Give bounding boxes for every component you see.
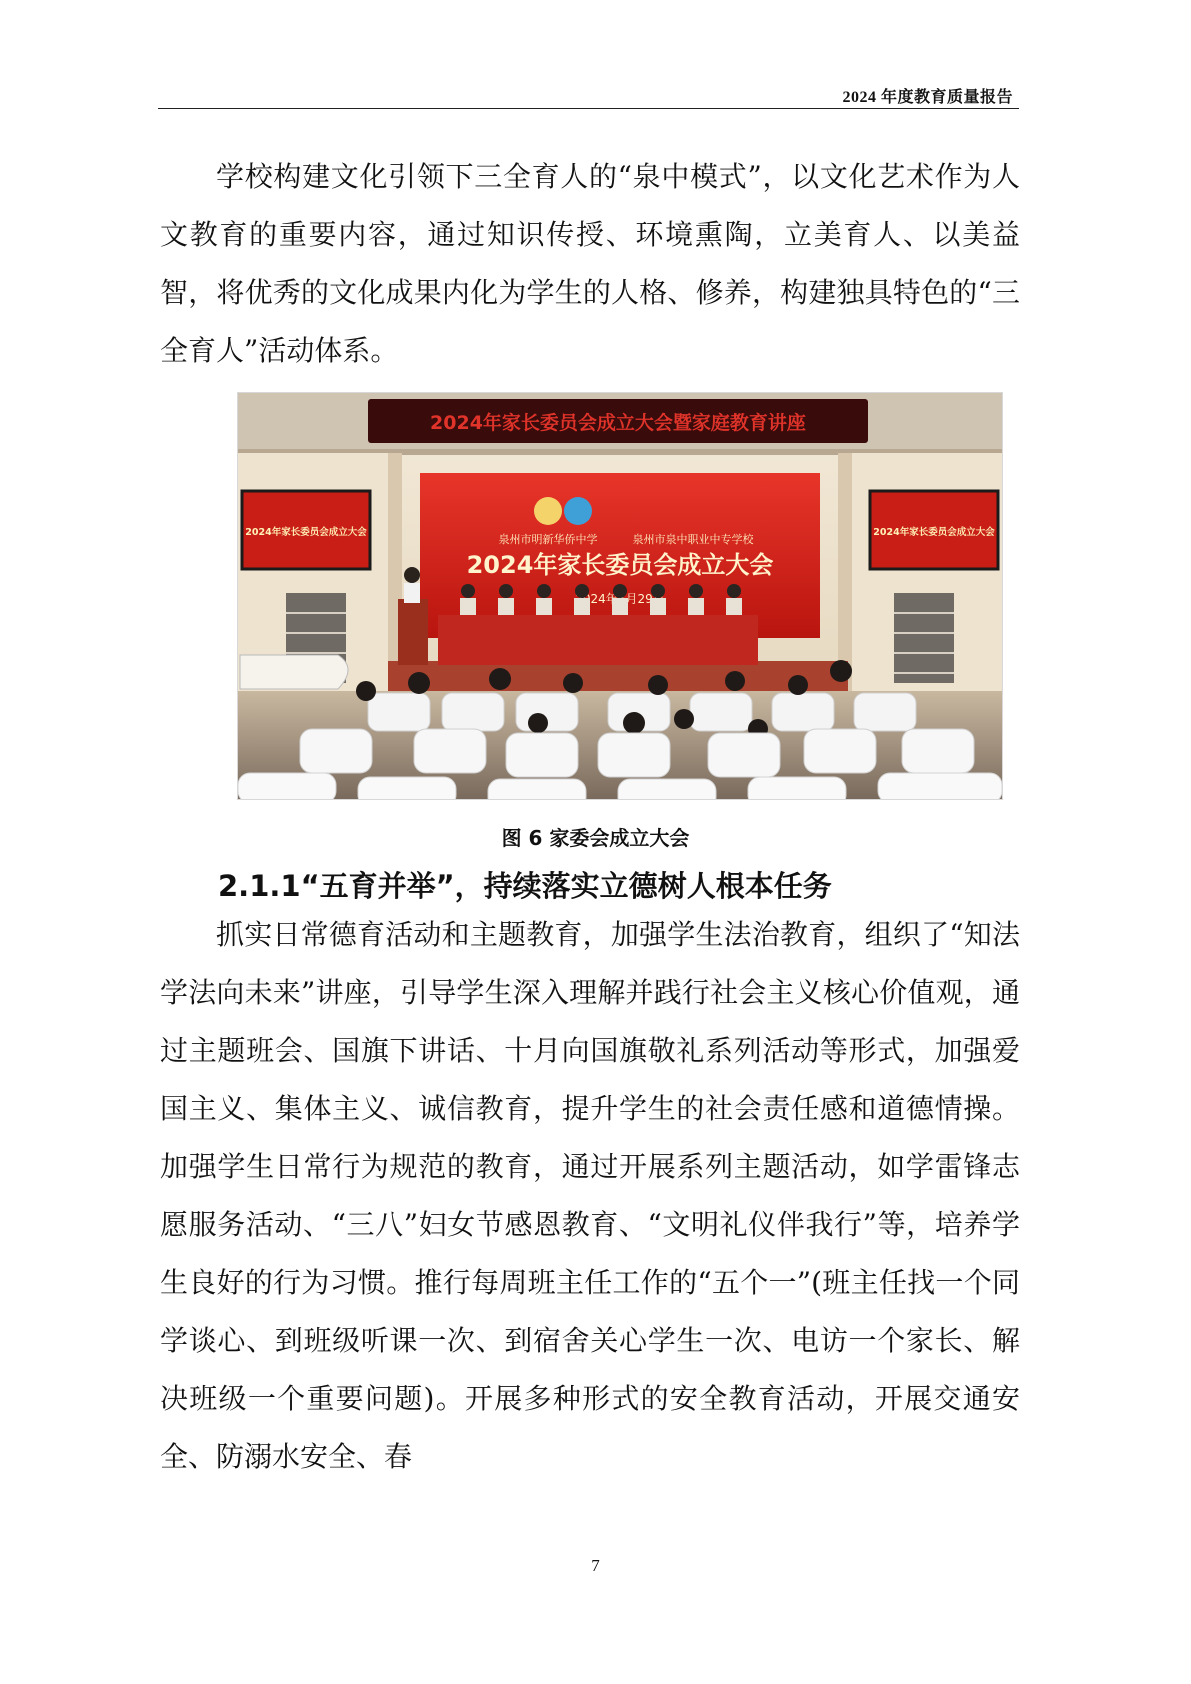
screen-school-left: 泉州市明新华侨中学 xyxy=(498,533,598,546)
header-rule xyxy=(158,108,1019,109)
meeting-photo xyxy=(238,393,1002,799)
page-number: 7 xyxy=(591,1556,600,1575)
paragraph-moral-education: 抓实日常德育活动和主题教育，加强学生法治教育，组织了“知法学法向未来”讲座，引导学生深入理解并践行社会主义核心价值观，通过主题班会、国旗下讲话、十月向国旗敬礼系列活动等形式，加强爱国主义、集体主义、诚信教育，提升学生的社会责任感和道德情操。加强学生日常行为规范的教育，通过开展系列主题活动，如学雷锋志愿服务活动、“三八”妇女节感恩教育、“文明礼仪伴我行”等，培养学生良好的行为习惯。推行每周班主任工作的“五个一”(班主任找一个同学谈心、到班级听课一次、到宿舍关心学生一次、电访一个家长、解决班级一个重要问题)。开展多种形式的安全教育活动，开展交通安全、防溺水安全、春 xyxy=(160,918,1020,1473)
paragraph-intro: 学校构建文化引领下三全育人的“泉中模式”，以文化艺术作为人文教育的重要内容，通过知识传授、环境熏陶，立美育人、以美益智，将优秀的文化成果内化为学生的人格、修养，构建独具特色的“三全育人”活动体系。 xyxy=(160,160,1020,367)
section-heading: 2.1.1“五育并举”，持续落实立德树人根本任务 xyxy=(218,869,832,903)
screen-school-right: 泉州市泉中职业中专学校 xyxy=(632,533,754,546)
figure-caption: 图 6 家委会成立大会 xyxy=(501,826,690,850)
banner-text: 2024年家长委员会成立大会暨家庭教育讲座 xyxy=(430,412,806,434)
side-screen-right-title: 2024年家长委员会成立大会 xyxy=(873,527,995,538)
side-screen-left-title: 2024年家长委员会成立大会 xyxy=(245,527,367,538)
screen-title: 2024年家长委员会成立大会 xyxy=(466,551,774,579)
figure-photo xyxy=(237,392,1003,800)
page-header-title: 2024 年度教育质量报告 xyxy=(842,89,1013,106)
